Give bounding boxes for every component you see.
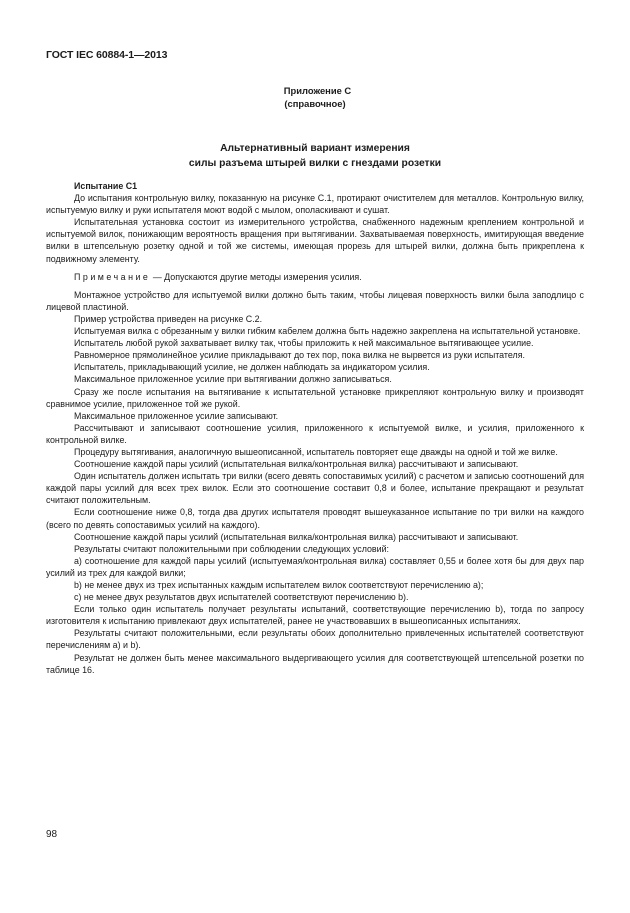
paragraph: Один испытатель должен испытать три вилки (всего девять сопоставимых усилий) с расчетом и записью соотношений для каждой пары усилий для всех трех вилок. Если это соотношение составит 0,8 и более, испытание прекращают и результат считают положительным. <box>46 471 584 506</box>
title-line-1: Альтернативный вариант измерения <box>220 143 410 154</box>
paragraph: Максимальное приложенное усилие записывают. <box>74 410 279 421</box>
paragraph: Результаты считают положительными, если результаты обоих дополнительно привлеченных испытателей соответствуют перечислениям а) и b). <box>46 628 584 651</box>
annex-heading <box>0 84 630 110</box>
paragraph: Если только один испытатель получает результаты испытаний, соответствующие перечислению b), тогда по запросу изготовителя к испытанию привлекают двух испытателей, ранее не участвовавших в вышеописанных испытаниях. <box>46 604 584 627</box>
paragraph: Результаты считают положительными при соблюдении следующих условий: <box>74 543 390 554</box>
paragraph: Максимальное приложенное усилие при вытягивании должно записываться. <box>74 374 392 385</box>
paragraph: Сразу же после испытания на вытягивание к испытательной установке прикрепляют контрольную вилку и производят сравнимое усилие, приложенное той же рукой. <box>46 386 584 409</box>
section-heading: Испытание С1 <box>74 181 138 191</box>
paragraph: Процедуру вытягивания, аналогичную вышеописанной, испытатель повторяет еще дважды на одной и той же вилке. <box>74 446 558 457</box>
paragraph: Рассчитывают и записывают соотношение усилия, приложенного к испытуемой вилке, и усилия, приложенного к контрольной вилке. <box>46 422 584 445</box>
annex-title: Приложение С <box>283 85 352 96</box>
paragraph: Соотношение каждой пары усилий (испытательная вилка/контрольная вилка) рассчитывают и записывают. <box>74 459 519 470</box>
paragraph: Соотношение каждой пары усилий (испытательная вилка/контрольная вилка) рассчитывают и записывают. <box>74 531 519 542</box>
standard-header: ГОСТ IEC 60884-1—2013 <box>46 49 168 61</box>
document-body <box>46 180 584 676</box>
list-item: b) не менее двух из трех испытанных каждым испытателем вилок соответствуют перечислению а); <box>74 580 484 590</box>
paragraph: Пример устройства приведен на рисунке С.2. <box>74 313 263 324</box>
list-item: а) соотношение для каждой пары усилий (испытуемая/контрольная вилка) составляет 0,55 и более хотя бы для двух пар усилий из трех для каждой вилки; <box>46 555 584 578</box>
document-title <box>0 141 630 171</box>
paragraph: Испытуемая вилка с обрезанным у вилки гибким кабелем должна быть надежно закреплена на испытательной установке. <box>74 326 581 337</box>
title-line-2: силы разъема штырей вилки с гнездами розетки <box>188 158 442 169</box>
note <box>46 271 584 283</box>
paragraph: Испытатель любой рукой захватывает вилку так, чтобы приложить к ней максимальное вытягивающее усилие. <box>74 338 534 349</box>
paragraph: Результат не должен быть менее максимального выдергивающего усилия для соответствующей штепсельной розетки по таблице 16. <box>46 652 584 675</box>
paragraph: Если соотношение ниже 0,8, тогда два других испытателя проводят вышеуказанное испытание по три вилки на каждого (всего по девять сопоставимых усилий на каждого). <box>46 507 584 530</box>
note-label: Примечание <box>74 271 151 282</box>
note-text: — Допускаются другие методы измерения усилия. <box>150 271 362 282</box>
paragraph: Испытатель, прикладывающий усилие, не должен наблюдать за индикатором усилия. <box>74 362 430 373</box>
paragraph: Испытательная установка состоит из измерительного устройства, снабженного надежным креплением контрольной и испытуемой вилок, понижающим вероятность вращения при вытягивании. Захватываемая поверхность, имитирующая введение вилки в штепсельную розетку одной и той же системы, имеющая прорезь для штырей вилки, должна быть прикреплена к подвижному элементу. <box>46 217 584 264</box>
paragraph: До испытания контрольную вилку, показанную на рисунке С.1, протирают очистителем для металлов. Контрольную вилку, испытуемую вилку и руки испытателя моют водой с мылом, ополаскивают и сушат. <box>46 193 584 216</box>
paragraph: Равномерное прямолинейное усилие прикладывают до тех пор, пока вилка не вырвется из руки испытателя. <box>74 350 525 361</box>
paragraph: Монтажное устройство для испытуемой вилки должно быть таким, чтобы лицевая поверхность вилки была заподлицо с лицевой пластиной. <box>46 289 584 312</box>
list-item: с) не менее двух результатов двух испытателей соответствуют перечислению b). <box>74 592 409 603</box>
annex-subtitle: (справочное) <box>284 98 346 109</box>
page-number: 98 <box>46 829 58 840</box>
